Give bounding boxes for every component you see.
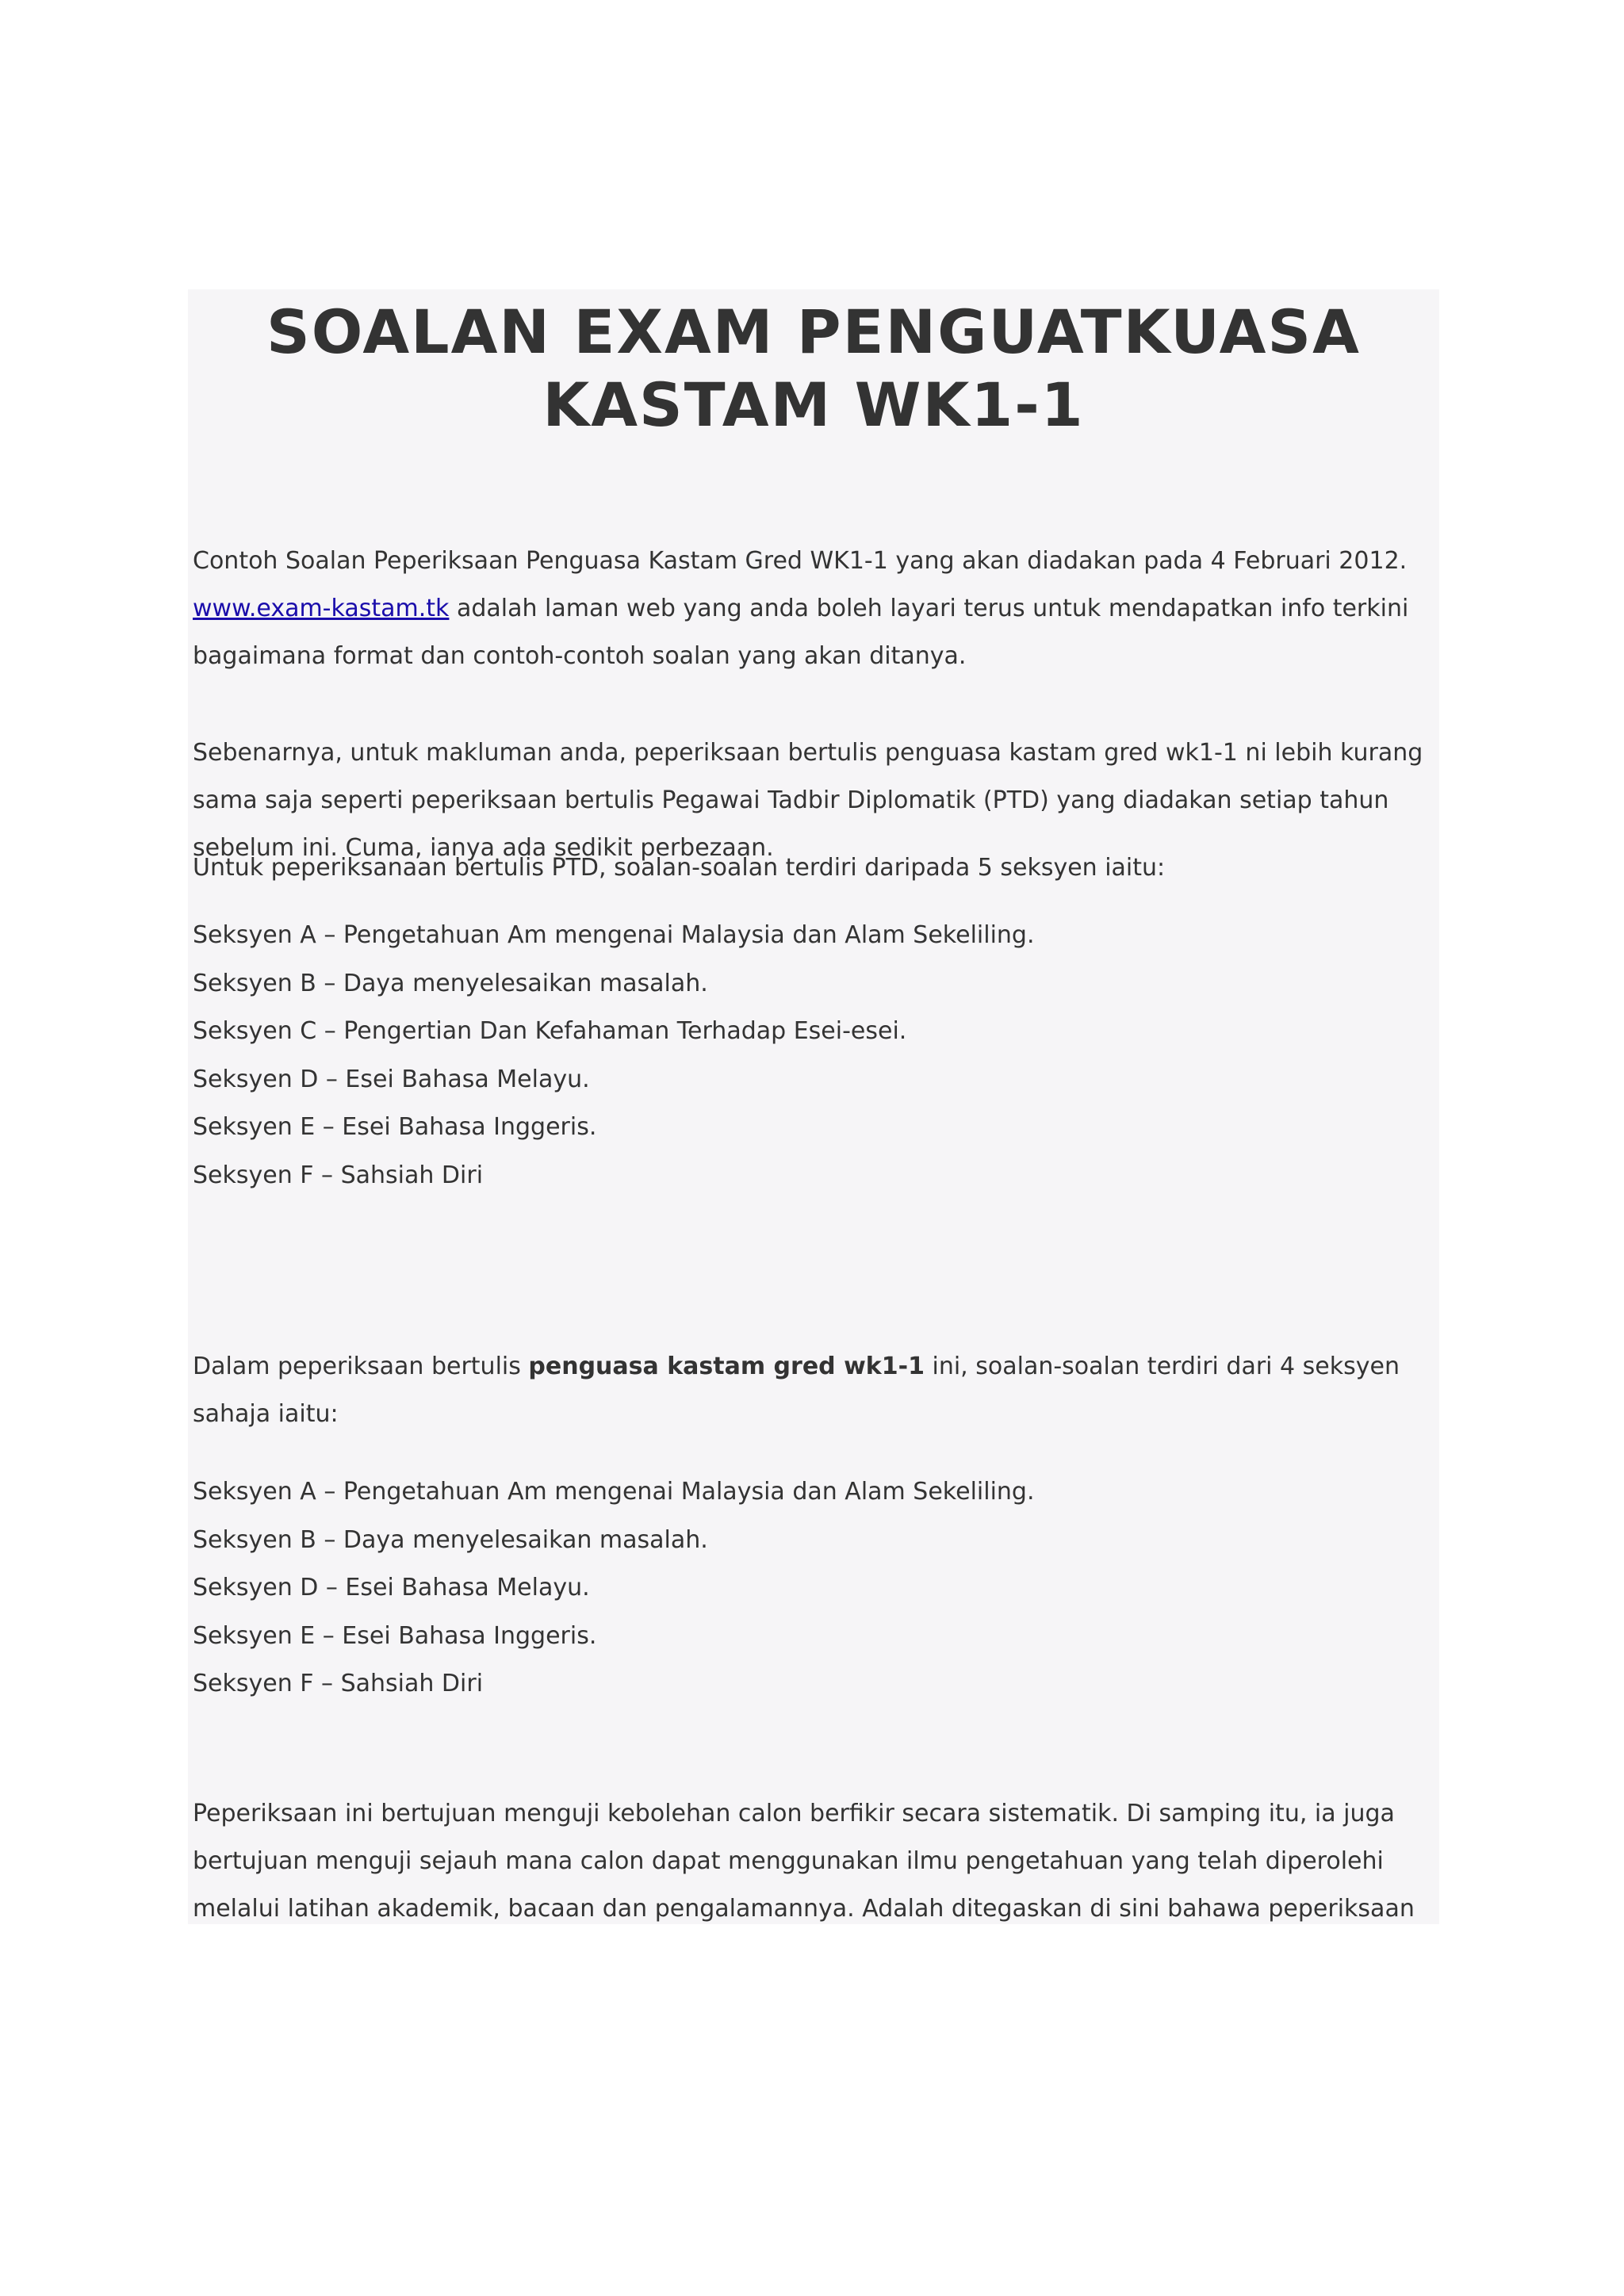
page-title-line-1: SOALAN EXAM PENGUATKUASA <box>266 297 1361 367</box>
kastam-intro-start: Dalam peperiksaan bertulis <box>193 1353 529 1380</box>
kastam-intro-end: ini, soalan-soalan terdiri dari 4 seksyen sahaja iaitu: <box>193 1353 1400 1428</box>
page-title <box>188 289 1439 442</box>
ptd-sections-intro: Untuk peperiksanaan bertulis PTD, soalan-soalan terdiri daripada 5 seksyen iaitu: <box>193 854 1166 882</box>
list-item: Seksyen F – Sahsiah Diri <box>193 1670 484 1697</box>
kastam-intro-bold: penguasa kastam gred wk1-1 <box>528 1353 925 1380</box>
list-item: Seksyen F – Sahsiah Diri <box>193 1161 484 1189</box>
kastam-sections-list <box>193 1468 1439 1709</box>
explanation-paragraph: Sebenarnya, untuk makluman anda, peperiksaan bertulis penguasa kastam gred wk1-1 ni lebih kurang sama saja seperti peperiksaan bertulis Pegawai Tadbir Diplomatik (PTD) yang diadakan setiap tahun sebelum ini. Cuma, ianya ada sedikit perbezaan. <box>193 739 1423 862</box>
intro-text-rest: adalah laman web yang anda boleh layari terus untuk mendapatkan info terkini bagaimana format dan contoh-contoh soalan yang akan ditanya. <box>193 595 1409 670</box>
ptd-sections-list <box>193 912 1439 1200</box>
article-content <box>188 289 1439 1924</box>
page-title-line-2: KASTAM WK1-1 <box>542 369 1085 440</box>
list-item: Seksyen E – Esei Bahasa Inggeris. <box>193 1113 597 1141</box>
list-item: Seksyen E – Esei Bahasa Inggeris. <box>193 1621 597 1650</box>
list-item: Seksyen C – Pengertian Dan Kefahaman Terhadap Esei-esei. <box>193 1017 907 1045</box>
list-item: Seksyen D – Esei Bahasa Melayu. <box>193 1065 590 1093</box>
intro-paragraph <box>193 538 1439 680</box>
list-item: Seksyen B – Daya menyelesaikan masalah. <box>193 1525 708 1554</box>
list-item: Seksyen A – Pengetahuan Am mengenai Malaysia dan Alam Sekeliling. <box>193 1478 1035 1506</box>
exam-kastam-link[interactable]: www.exam-kastam.tk <box>193 595 450 622</box>
list-item: Seksyen D – Esei Bahasa Melayu. <box>193 1574 590 1601</box>
kastam-sections-intro <box>193 1343 1439 1438</box>
purpose-paragraph: Peperiksaan ini bertujuan menguji kebolehan calon berfikir secara sistematik. Di samping itu, ia juga bertujuan menguji sejauh mana calon dapat menggunakan ilmu pengetahuan yang telah diperolehi melalui latihan akademik, bacaan dan pengalamannya. Adalah ditegaskan di sini bahawa peperiksaan <box>193 1800 1415 1923</box>
intro-text: Contoh Soalan Peperiksaan Penguasa Kastam Gred WK1-1 yang akan diadakan pada 4 Februari 2012. <box>193 547 1408 575</box>
list-item: Seksyen A – Pengetahuan Am mengenai Malaysia dan Alam Sekeliling. <box>193 921 1035 949</box>
list-item: Seksyen B – Daya menyelesaikan masalah. <box>193 969 708 997</box>
